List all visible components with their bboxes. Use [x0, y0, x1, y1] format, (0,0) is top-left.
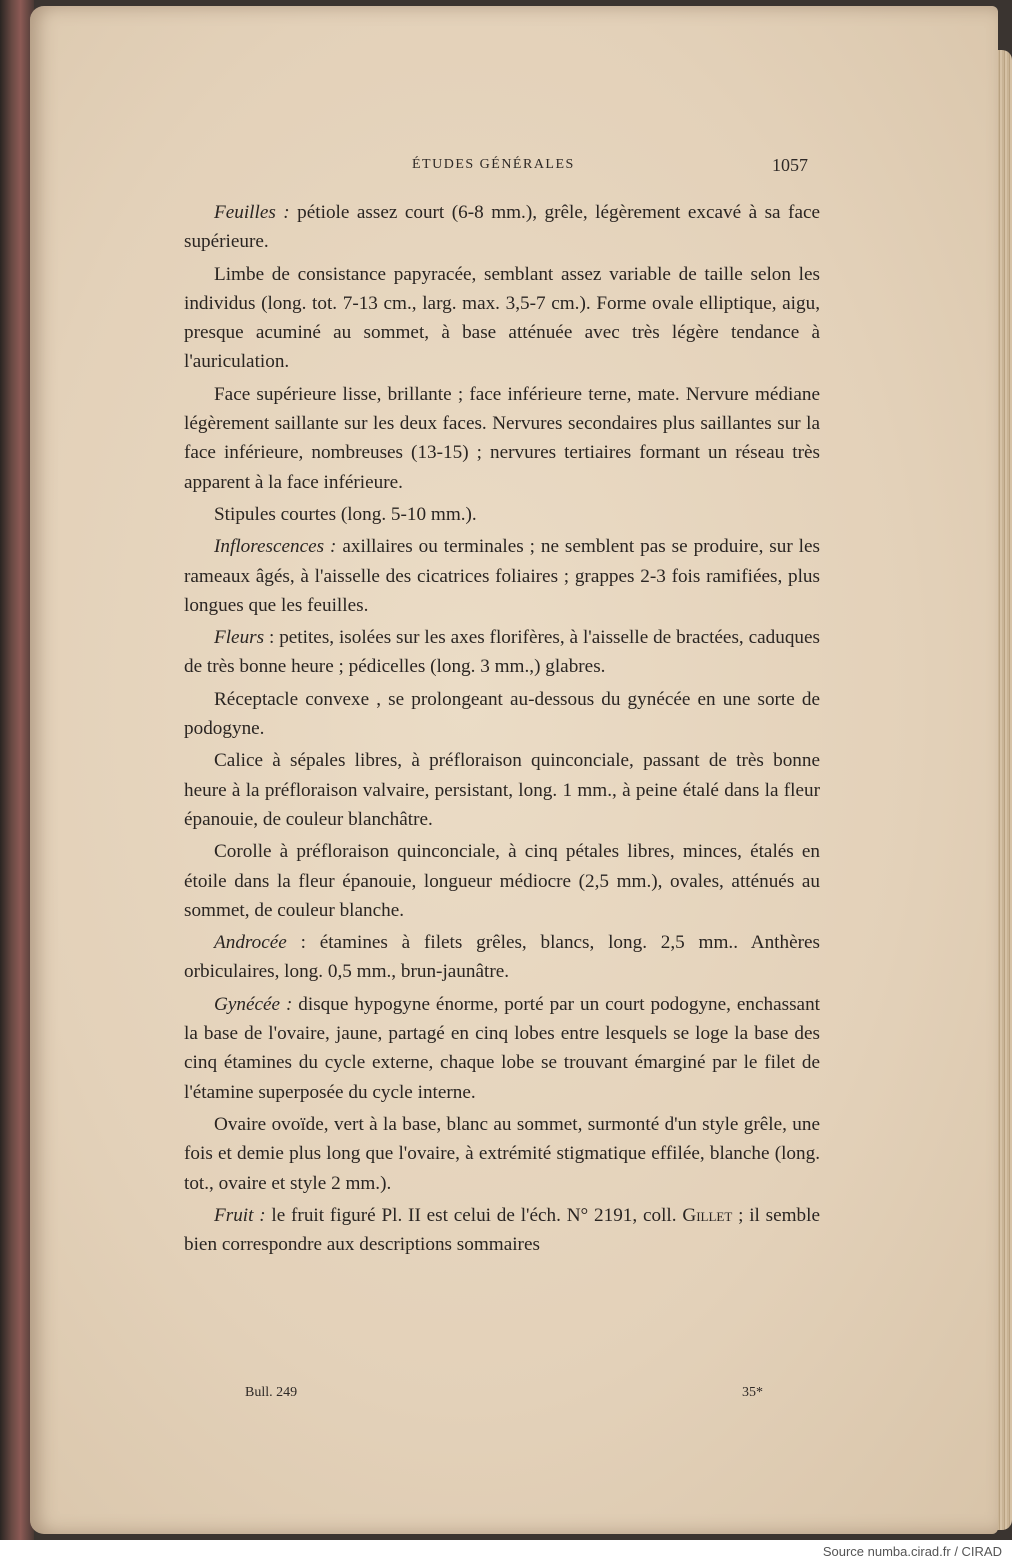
paragraph-text: pétiole assez court (6-8 mm.), grêle, légèrement excavé à sa face supérieure.: [184, 202, 820, 253]
collector-name: Gillet: [682, 1204, 733, 1226]
paragraph-text-tail: ; il semble bien correspondre aux descriptions sommaires: [184, 1204, 821, 1256]
paragraph-text: Réceptacle convexe , se prolongeant au-dessous du gynécée en une sorte de podogyne.: [184, 688, 820, 740]
bulletin-number: Bull. 249: [245, 1385, 298, 1400]
paragraph-gynecee: [184, 990, 820, 1107]
paragraph-text: Stipules courtes (long. 5-10 mm.).: [214, 503, 477, 525]
paragraph-text: Corolle à préfloraison quinconciale, à cinq pétales libres, minces, étalés en étoile dans la fleur épanouie, longueur médiocre (2,5 mm.), ovales, atténués au sommet, de couleur blanche.: [184, 841, 820, 921]
running-title: ÉTUDES GÉNÉRALES: [412, 157, 575, 172]
paragraph-androcee: [184, 928, 820, 987]
paragraph-text: axillaires ou terminales ; ne semblent pas se produire, sur les rameaux âgés, à l'aisselle des cicatrices foliaires ; grappes 2-3 fois ramifiées, plus longues que les feuilles.: [184, 536, 821, 616]
paragraph-lead: Fleurs: [214, 627, 265, 649]
paragraph-text: : étamines à filets grêles, blancs, long. 2,5 mm.. Anthères orbiculaires, long. 0,5 mm., brun-jaunâtre.: [184, 932, 820, 983]
paragraph-lead: Androcée: [214, 932, 287, 954]
binding-edge: [0, 0, 34, 1540]
paragraph-text: Ovaire ovoïde, vert à la base, blanc au sommet, surmonté d'un style grêle, une fois et demie plus long que l'ovaire, à extrémité stigmatique effilée, blanche (long. tot., ovaire et style 2 mm.).: [184, 1113, 820, 1194]
page-footer: [0, 1385, 1012, 1407]
paragraph-lead: Feuilles :: [214, 202, 290, 223]
paragraph-feuilles: [184, 198, 820, 257]
paragraph-face: [184, 380, 820, 497]
paragraph-receptacle: [184, 685, 820, 744]
paragraph-stipules: [184, 500, 820, 529]
paragraph-fruit: [184, 1201, 820, 1260]
paragraph-text: Limbe de consistance papyracée, semblant assez variable de taille selon les individus (long. tot. 7-13 cm., larg. max. 3,5-7 cm.). Forme ovale elliptique, aigu, presque acuminé au sommet, à base atténuée avec très légère tendance à l'auriculation.: [184, 263, 820, 373]
body-text: [184, 198, 820, 1259]
paragraph-text: Face supérieure lisse, brillante ; face inférieure terne, mate. Nervure médiane légèrement saillante sur les deux faces. Nervures secondaires plus saillantes sur la face inférieure, nombreuses (13-15) ; nervures tertiaires formant un réseau très apparent à la face inférieure.: [184, 383, 820, 493]
paragraph-text: : petites, isolées sur les axes florifères, à l'aisselle de bractées, caduques de très bonne heure ; pédicelles (long. 3 mm.,) glabres.: [184, 627, 820, 678]
paragraph-limbe: [184, 260, 820, 377]
paragraph-lead: Inflorescences :: [214, 536, 337, 558]
source-credit: Source numba.cirad.fr / CIRAD: [822, 1544, 1002, 1559]
page-header: [0, 157, 1012, 179]
paragraph-inflorescences: [184, 532, 820, 620]
paragraph-lead: Fruit :: [214, 1204, 266, 1226]
paragraph-text: Calice à sépales libres, à préfloraison quinconciale, passant de très bonne heure à la préfloraison valvaire, persistant, long. 1 mm., à peine étalé dans la fleur épanouie, de couleur blanchâtre.: [184, 750, 820, 830]
paragraph-text: disque hypogyne énorme, porté par un court podogyne, enchassant la base de l'ovaire, jaune, partagé en cinq lobes entre lesquels se loge la base des cinq étamines du cycle externe, chaque lobe se trouvant émarginé par le filet de l'étamine superposée du cycle interne.: [184, 993, 820, 1103]
paragraph-calice: [184, 746, 820, 834]
paragraph-fleurs: [184, 623, 820, 682]
paragraph-lead: Gynécée :: [214, 993, 293, 1015]
paragraph-corolle: [184, 837, 820, 925]
paragraph-ovaire: [184, 1110, 820, 1198]
signature-mark: 35*: [742, 1385, 763, 1400]
page-number: 1057: [772, 155, 808, 175]
paragraph-text: le fruit figuré Pl. II est celui de l'éch. N° 2191, coll.: [265, 1204, 683, 1226]
